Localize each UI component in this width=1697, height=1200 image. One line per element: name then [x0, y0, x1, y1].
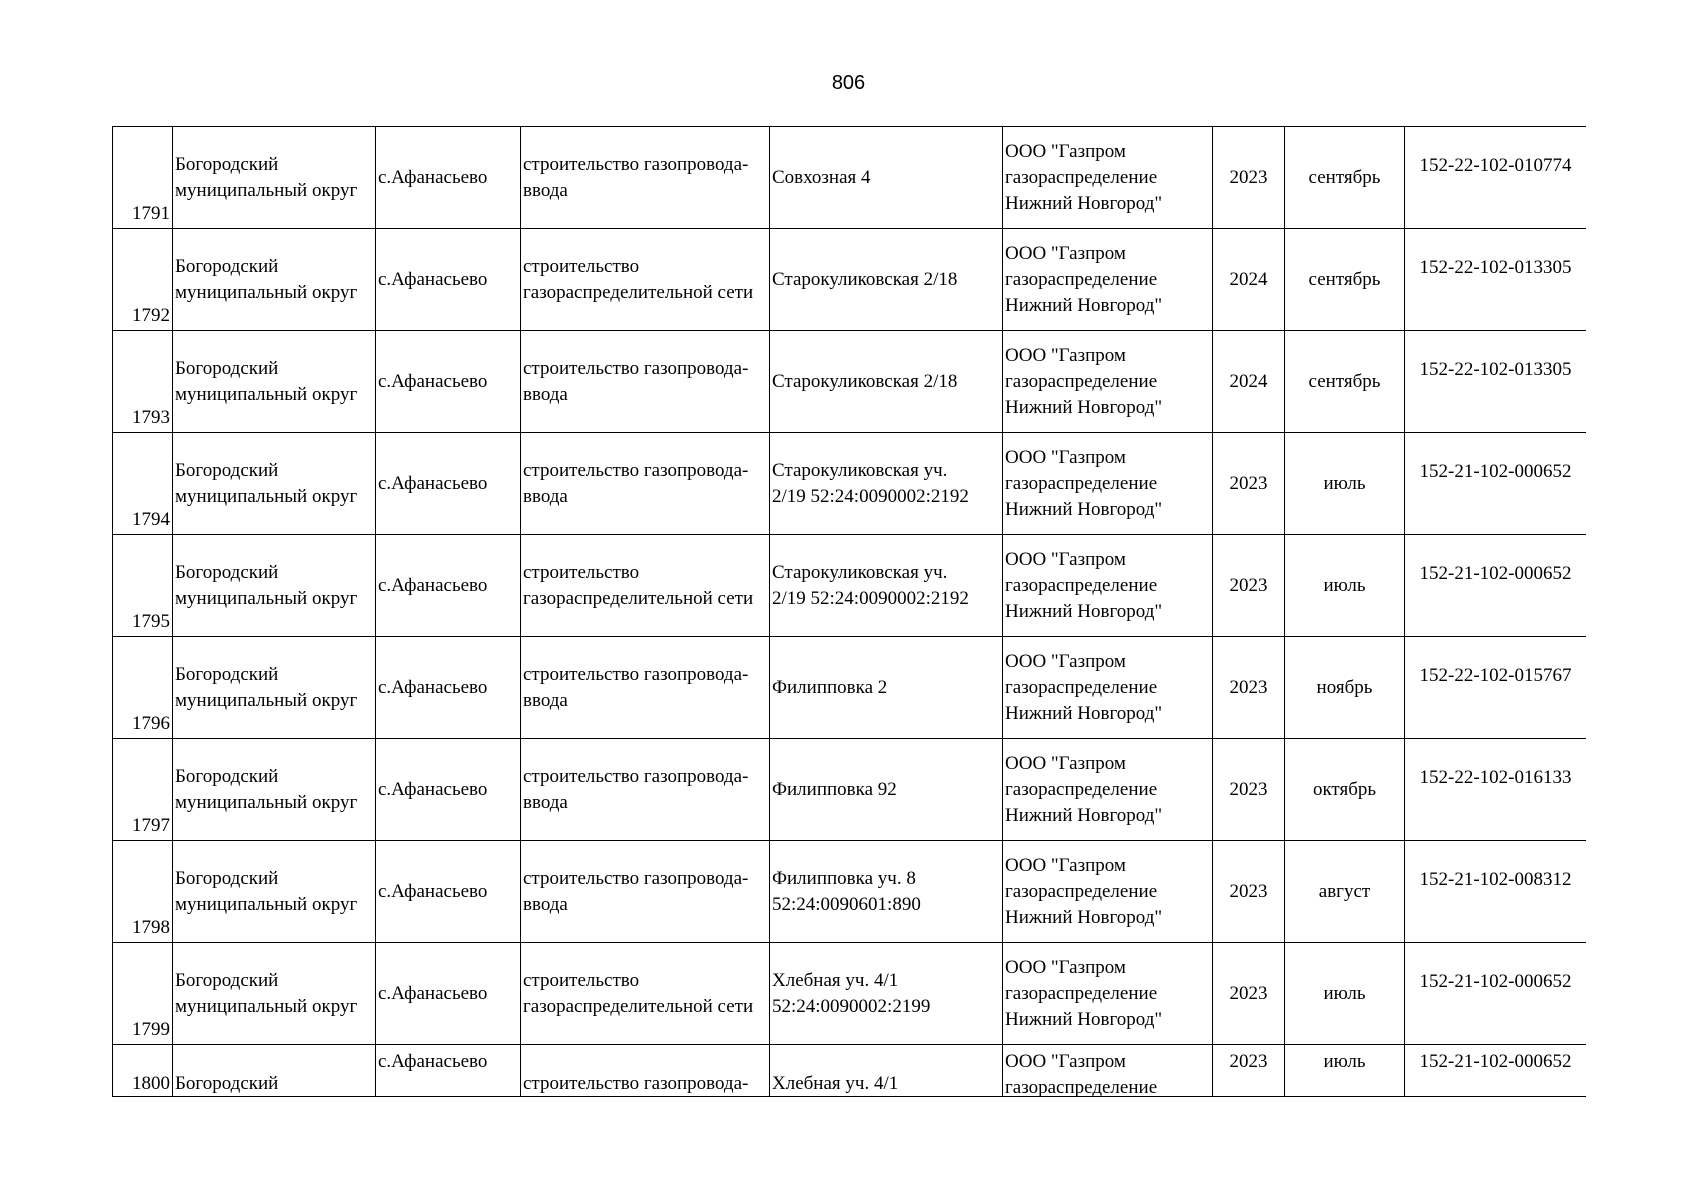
year-cell: 2023	[1213, 739, 1285, 841]
locality-cell: с.Афанасьево	[376, 229, 521, 331]
row-number: 1793	[113, 331, 173, 433]
organization-cell: ООО "Газпром газораспределение Нижний Новгород"	[1003, 331, 1213, 433]
work-type-cell: строительство газопровода- ввода	[521, 841, 770, 943]
code-cell: 152-22-102-013305	[1405, 331, 1587, 433]
work-type-cell: строительство газораспределительной сети	[521, 229, 770, 331]
year-cell: 2023	[1213, 637, 1285, 739]
work-type-cell: строительство газопровода- ввода	[521, 127, 770, 229]
address-cell: Хлебная уч. 4/1	[770, 1045, 1003, 1098]
year-cell: 2023	[1213, 127, 1285, 229]
table-row	[113, 127, 1587, 229]
row-number: 1797	[113, 739, 173, 841]
month-cell: сентябрь	[1285, 229, 1405, 331]
organization-cell: ООО "Газпром газораспределение	[1003, 1045, 1213, 1098]
district-cell: Богородский муниципальный округ	[173, 637, 376, 739]
locality-cell: с.Афанасьево	[376, 739, 521, 841]
address-cell: Старокуликовская уч. 2/19 52:24:0090002:2192	[770, 535, 1003, 637]
locality-cell: с.Афанасьево	[376, 637, 521, 739]
table-row	[113, 637, 1587, 739]
gas-works-table	[112, 126, 1586, 1097]
year-cell: 2023	[1213, 535, 1285, 637]
work-type-cell: строительство газопровода- ввода	[521, 331, 770, 433]
row-number: 1796	[113, 637, 173, 739]
work-type-cell: строительство газораспределительной сети	[521, 943, 770, 1045]
work-type-cell: строительство газораспределительной сети	[521, 535, 770, 637]
row-number: 1798	[113, 841, 173, 943]
month-cell: июль	[1285, 943, 1405, 1045]
code-cell: 152-21-102-008312	[1405, 841, 1587, 943]
row-number: 1795	[113, 535, 173, 637]
work-type-cell: строительство газопровода- ввода	[521, 739, 770, 841]
district-cell: Богородский муниципальный округ	[173, 127, 376, 229]
organization-cell: ООО "Газпром газораспределение Нижний Новгород"	[1003, 637, 1213, 739]
schedule-table	[112, 126, 1586, 1097]
address-cell: Старокуликовская уч. 2/19 52:24:0090002:2192	[770, 433, 1003, 535]
year-cell: 2023	[1213, 841, 1285, 943]
page-number: 806	[831, 72, 866, 94]
table-row	[113, 1045, 1587, 1098]
address-cell: Совхозная 4	[770, 127, 1003, 229]
address-cell: Хлебная уч. 4/1 52:24:0090002:2199	[770, 943, 1003, 1045]
organization-cell: ООО "Газпром газораспределение Нижний Новгород"	[1003, 127, 1213, 229]
district-cell: Богородский муниципальный округ	[173, 943, 376, 1045]
month-cell: октябрь	[1285, 739, 1405, 841]
table-row	[113, 739, 1587, 841]
year-cell: 2024	[1213, 331, 1285, 433]
year-cell: 2023	[1213, 943, 1285, 1045]
row-number: 1792	[113, 229, 173, 331]
locality-cell: с.Афанасьево	[376, 943, 521, 1045]
organization-cell: ООО "Газпром газораспределение Нижний Новгород"	[1003, 739, 1213, 841]
organization-cell: ООО "Газпром газораспределение Нижний Новгород"	[1003, 841, 1213, 943]
organization-cell: ООО "Газпром газораспределение Нижний Новгород"	[1003, 535, 1213, 637]
locality-cell: с.Афанасьево	[376, 535, 521, 637]
table-row	[113, 535, 1587, 637]
locality-cell: с.Афанасьево	[376, 331, 521, 433]
district-cell: Богородский муниципальный округ	[173, 841, 376, 943]
address-cell: Филипповка 2	[770, 637, 1003, 739]
year-cell: 2023	[1213, 1045, 1285, 1098]
month-cell: август	[1285, 841, 1405, 943]
code-cell: 152-22-102-013305	[1405, 229, 1587, 331]
code-cell: 152-21-102-000652	[1405, 433, 1587, 535]
code-cell: 152-22-102-015767	[1405, 637, 1587, 739]
month-cell: июль	[1285, 535, 1405, 637]
row-number: 1794	[113, 433, 173, 535]
code-cell: 152-21-102-000652	[1405, 1045, 1587, 1098]
work-type-cell: строительство газопровода- ввода	[521, 433, 770, 535]
code-cell: 152-21-102-000652	[1405, 943, 1587, 1045]
code-cell: 152-22-102-016133	[1405, 739, 1587, 841]
work-type-cell: строительство газопровода-	[521, 1045, 770, 1098]
organization-cell: ООО "Газпром газораспределение Нижний Новгород"	[1003, 943, 1213, 1045]
table-row	[113, 943, 1587, 1045]
locality-cell: с.Афанасьево	[376, 1045, 521, 1098]
address-cell: Старокуликовская 2/18	[770, 331, 1003, 433]
district-cell: Богородский муниципальный округ	[173, 229, 376, 331]
district-cell: Богородский	[173, 1045, 376, 1098]
district-cell: Богородский муниципальный округ	[173, 433, 376, 535]
table-row	[113, 331, 1587, 433]
year-cell: 2023	[1213, 433, 1285, 535]
month-cell: ноябрь	[1285, 637, 1405, 739]
address-cell: Старокуликовская 2/18	[770, 229, 1003, 331]
organization-cell: ООО "Газпром газораспределение Нижний Новгород"	[1003, 229, 1213, 331]
row-number: 1791	[113, 127, 173, 229]
month-cell: июль	[1285, 1045, 1405, 1098]
address-cell: Филипповка уч. 8 52:24:0090601:890	[770, 841, 1003, 943]
row-number: 1800	[113, 1045, 173, 1098]
locality-cell: с.Афанасьево	[376, 433, 521, 535]
district-cell: Богородский муниципальный округ	[173, 739, 376, 841]
table-row	[113, 433, 1587, 535]
locality-cell: с.Афанасьево	[376, 127, 521, 229]
district-cell: Богородский муниципальный округ	[173, 331, 376, 433]
organization-cell: ООО "Газпром газораспределение Нижний Новгород"	[1003, 433, 1213, 535]
locality-cell: с.Афанасьево	[376, 841, 521, 943]
month-cell: сентябрь	[1285, 331, 1405, 433]
table-row	[113, 841, 1587, 943]
table-row	[113, 229, 1587, 331]
year-cell: 2024	[1213, 229, 1285, 331]
code-cell: 152-22-102-010774	[1405, 127, 1587, 229]
row-number: 1799	[113, 943, 173, 1045]
month-cell: сентябрь	[1285, 127, 1405, 229]
address-cell: Филипповка 92	[770, 739, 1003, 841]
work-type-cell: строительство газопровода- ввода	[521, 637, 770, 739]
month-cell: июль	[1285, 433, 1405, 535]
code-cell: 152-21-102-000652	[1405, 535, 1587, 637]
district-cell: Богородский муниципальный округ	[173, 535, 376, 637]
